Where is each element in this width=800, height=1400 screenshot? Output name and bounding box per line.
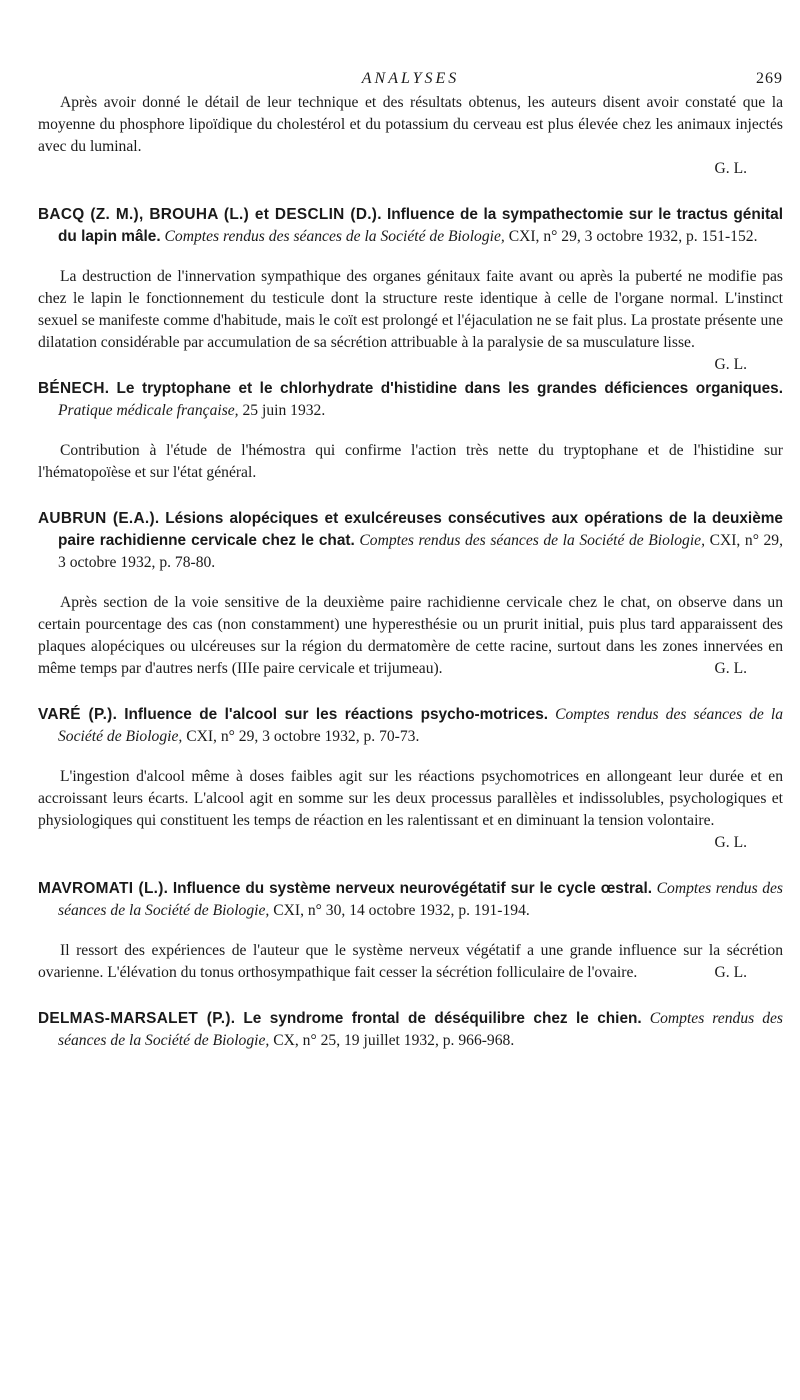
abstract-signature: G. L.: [714, 834, 747, 851]
citation: [38, 1008, 783, 1052]
abstract-text: L'ingestion d'alcool même à doses faibles agit sur les réactions psychomotrices en allongeant leur durée et en accroissant leurs écarts. L'alcool agit en somme sur les deux processus parallèles et indissolubles, psychologiques et physiologiques qui constituent les temps de réaction en les ralentissant et en diminuant la tension volontaire.: [38, 768, 783, 829]
citation-reference: 25 juin 1932.: [242, 402, 326, 419]
citation-authors: VARÉ (P.).: [38, 706, 118, 723]
abstract-entry-bacq: [38, 204, 784, 373]
citation-journal: Comptes rendus des séances de la Société de Biologie,: [58, 880, 783, 919]
citation-title: Influence de la sympathectomie sur le tractus génital du lapin mâle.: [58, 206, 784, 245]
citation-title: Lésions alopéciques et exulcéreuses consécutives aux opérations de la deuxième paire rachidienne cervicale chez le chat.: [58, 510, 783, 549]
citation: [38, 878, 783, 922]
abstract-signature: G. L.: [714, 964, 747, 981]
abstract-text: Contribution à l'étude de l'hémostra qui confirme l'action très nette du tryptophane et de l'histidine sur l'hématopoïèse et sur l'état général.: [38, 442, 783, 481]
intro-signature: G. L.: [714, 160, 747, 177]
intro-paragraph: Après avoir donné le détail de leur technique et des résultats obtenus, les auteurs disent avoir constaté que la moyenne du phosphore lipoïdique du cholestérol et du potassium du cerveau est plus élevée chez les animaux injectés avec du luminal.: [38, 94, 783, 155]
citation-authors: BÉNECH.: [38, 380, 110, 397]
citation: [38, 378, 783, 422]
citation-reference: CXI, n° 29, 3 octobre 1932, p. 151-152.: [508, 228, 758, 245]
citation-journal: Comptes rendus des séances de la Société de Biologie,: [58, 706, 784, 745]
citation-reference: CXI, n° 29, 3 octobre 1932, p. 78-80.: [58, 532, 783, 571]
citation-journal: Comptes rendus des séances de la Société de Biologie,: [58, 1010, 783, 1049]
citation-title: Le syndrome frontal de déséquilibre chez le chien.: [243, 1010, 642, 1027]
running-title: ANALYSES: [361, 70, 460, 87]
citation: [38, 508, 783, 574]
abstract-text: [38, 592, 783, 680]
abstract-signature: G. L.: [714, 660, 747, 677]
abstract-body: Après section de la voie sensitive de la deuxième paire rachidienne cervicale chez le chat, on observe dans un certain pourcentage des cas (non constamment) une hyperesthésie ou un prurit initial, puis plus tard apparaissent des plaques alopéciques ou ulcéreuses sur la région du dermatomère de cette racine, surtout dans les zones innervées en même temps par d'autres nerfs (IIIe paire cervicale et trijumeau).: [38, 594, 783, 677]
abstract-body: Il ressort des expériences de l'auteur que le système nerveux végétatif a une grande influence sur la sécrétion ovarienne. L'élévation du tonus orthosympathique fait cesser la sécrétion folliculaire de l'ovaire.: [38, 942, 783, 981]
running-header: [38, 62, 783, 92]
abstract-signature: G. L.: [714, 356, 747, 373]
citation: [38, 204, 783, 248]
citation-title: Influence de l'alcool sur les réactions psycho-motrices.: [124, 706, 549, 723]
intro-section: [38, 92, 783, 180]
abstract-text: [38, 266, 783, 373]
citation: [38, 704, 783, 748]
citation-authors: BACQ (Z. M.), BROUHA (L.) et DESCLIN (D.).: [38, 206, 382, 223]
citation-title: Le tryptophane et le chlorhydrate d'histidine dans les grandes déficiences organiques.: [116, 380, 783, 397]
abstract-text: [38, 940, 783, 984]
abstract-entry-mavromati: [38, 878, 783, 984]
journal-page: [38, 62, 783, 1070]
citation-authors: AUBRUN (E.A.).: [38, 510, 160, 527]
citation-journal: Comptes rendus des séances de la Société de Biologie,: [164, 228, 505, 245]
citation-authors: MAVROMATI (L.).: [38, 880, 169, 897]
citation-journal: Comptes rendus des séances de la Société de Biologie,: [359, 532, 705, 549]
citation-title: Influence du système nerveux neurovégétatif sur le cycle œstral.: [172, 880, 653, 897]
page-number: 269: [756, 70, 783, 87]
citation-reference: CXI, n° 29, 3 octobre 1932, p. 70-73.: [186, 728, 420, 745]
citation-authors: DELMAS-MARSALET (P.).: [38, 1010, 236, 1027]
abstract-entry-delmas-marsalet: [38, 1008, 783, 1052]
citation-reference: CXI, n° 30, 14 octobre 1932, p. 191-194.: [273, 902, 530, 919]
abstract-body: La destruction de l'innervation sympathique des organes génitaux faite avant ou après la puberté ne modifie pas chez le lapin le fonctionnement du testicule dont la structure reste identique à celle de l'organe normal. L'instinct sexuel se manifeste comme d'habitude, mais le coït est prolongé et l'éjaculation ne se fait plus. La prostate présente une dilatation considérable par accumulation de sa sécrétion attribuable à la paralysie de sa musculature lisse.: [38, 268, 783, 351]
abstract-entry-benech: [38, 378, 783, 484]
abstract-entry-aubrun: [38, 508, 783, 680]
citation-journal: Pratique médicale française,: [58, 402, 239, 419]
citation-reference: CX, n° 25, 19 juillet 1932, p. 966-968.: [273, 1032, 515, 1049]
abstract-entry-vare: [38, 704, 783, 854]
